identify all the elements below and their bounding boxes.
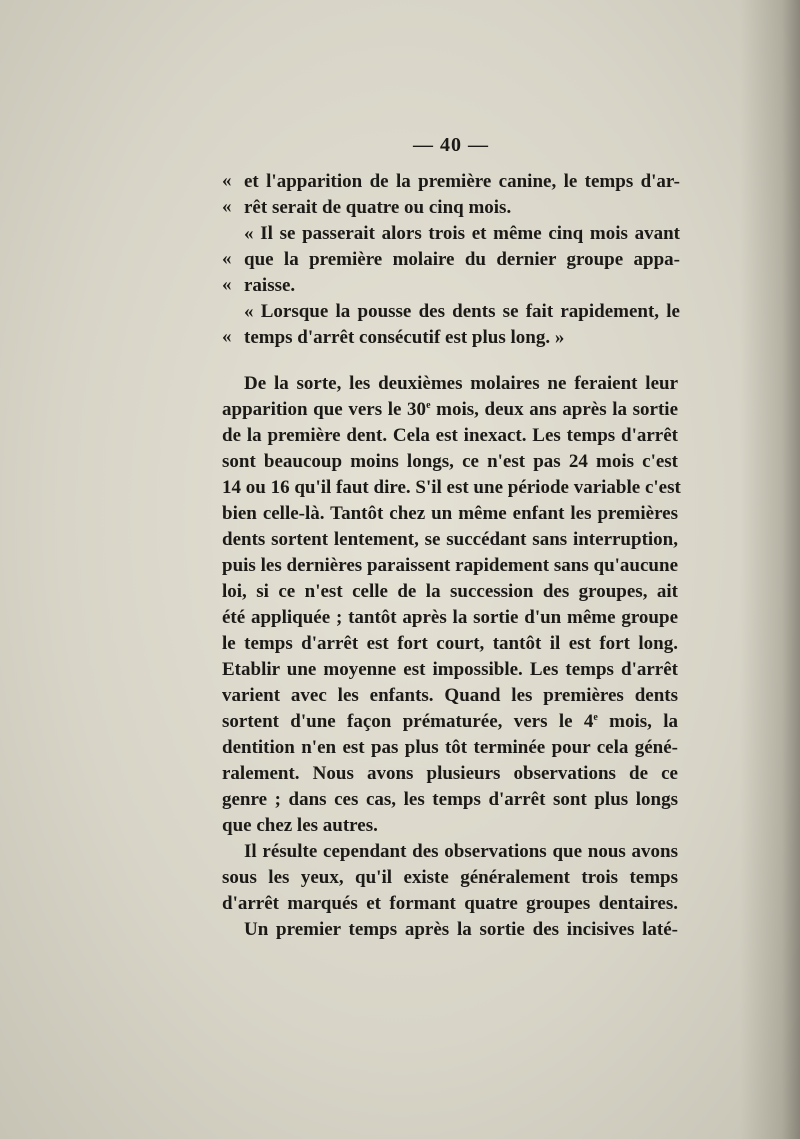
quote-line-5: raisse. <box>244 275 296 296</box>
paragraph-1-line-6: bien celle-là. Tantôt chez un même enfant les premières <box>222 503 678 524</box>
paragraph-1-line-8: puis les dernières paraissent rapidement sans qu'aucune <box>222 555 678 576</box>
paragraph-1-line-9: loi, si ce n'est celle de la succession des groupes, ait <box>222 581 678 602</box>
paragraph-1-line-11: le temps d'arrêt est fort court, tantôt il est fort long. <box>222 633 678 654</box>
paragraph-2-line-3: d'arrêt marqués et formant quatre groupes dentaires. <box>222 893 678 914</box>
paragraph-1-line-3: de la première dent. Cela est inexact. Les temps d'arrêt <box>222 425 678 446</box>
quote-line-2: rêt serait de quatre ou cinq mois. <box>244 197 512 218</box>
quote-mark: « <box>222 248 232 269</box>
paragraph-2-line-1: Il résulte cependant des observations que nous avons <box>244 841 678 862</box>
paragraph-2-line-4: Un premier temps après la sortie des incisives laté- <box>244 919 678 940</box>
quote-line-3: « Il se passerait alors trois et même cinq mois avant <box>244 223 680 244</box>
quote-line-1: et l'apparition de la première canine, le temps d'ar- <box>244 171 680 192</box>
quote-line-7: temps d'arrêt consécutif est plus long. » <box>244 327 565 348</box>
paragraph-1-line-4: sont beaucoup moins longs, ce n'est pas 24 mois c'est <box>222 451 678 472</box>
paragraph-2-line-2: sous les yeux, qu'il existe généralement trois temps <box>222 867 678 888</box>
paragraph-1-line-7: dents sortent lentement, se succédant sans interruption, <box>222 529 678 550</box>
paragraph-1-line-5: 14 ou 16 qu'il faut dire. S'il est une période variable c'est <box>222 477 681 498</box>
paragraph-1-line-1: De la sorte, les deuxièmes molaires ne feraient leur <box>244 373 678 394</box>
quote-line-4: que la première molaire du dernier groupe appa- <box>244 249 680 270</box>
paragraph-1-line-2: apparition que vers le 30e mois, deux ans après la sortie <box>222 399 679 420</box>
quote-line-6: « Lorsque la pousse des dents se fait rapidement, le <box>244 301 680 322</box>
quote-mark: « <box>222 196 232 217</box>
paragraph-1-line-17: genre ; dans ces cas, les temps d'arrêt sont plus longs <box>222 789 678 810</box>
paragraph-1-line-15: dentition n'en est pas plus tôt terminée pour cela géné- <box>222 737 678 758</box>
page-number: — 40 — <box>413 134 489 156</box>
page-edge-shadow <box>740 0 800 1139</box>
quote-mark: « <box>222 170 232 191</box>
paragraph-1-line-14: sortent d'une façon prématurée, vers le 4e mois, la <box>222 711 678 732</box>
paragraph-1-line-18: que chez les autres. <box>222 815 378 836</box>
paragraph-1-line-13: varient avec les enfants. Quand les premières dents <box>222 685 678 706</box>
paragraph-1-line-16: ralement. Nous avons plusieurs observations de ce <box>222 763 678 784</box>
quote-mark: « <box>222 274 232 295</box>
paragraph-1-line-12: Etablir une moyenne est impossible. Les temps d'arrêt <box>222 659 678 680</box>
quote-mark: « <box>222 326 232 347</box>
paragraph-1-line-10: été appliquée ; tantôt après la sortie d'un même groupe <box>222 607 678 628</box>
